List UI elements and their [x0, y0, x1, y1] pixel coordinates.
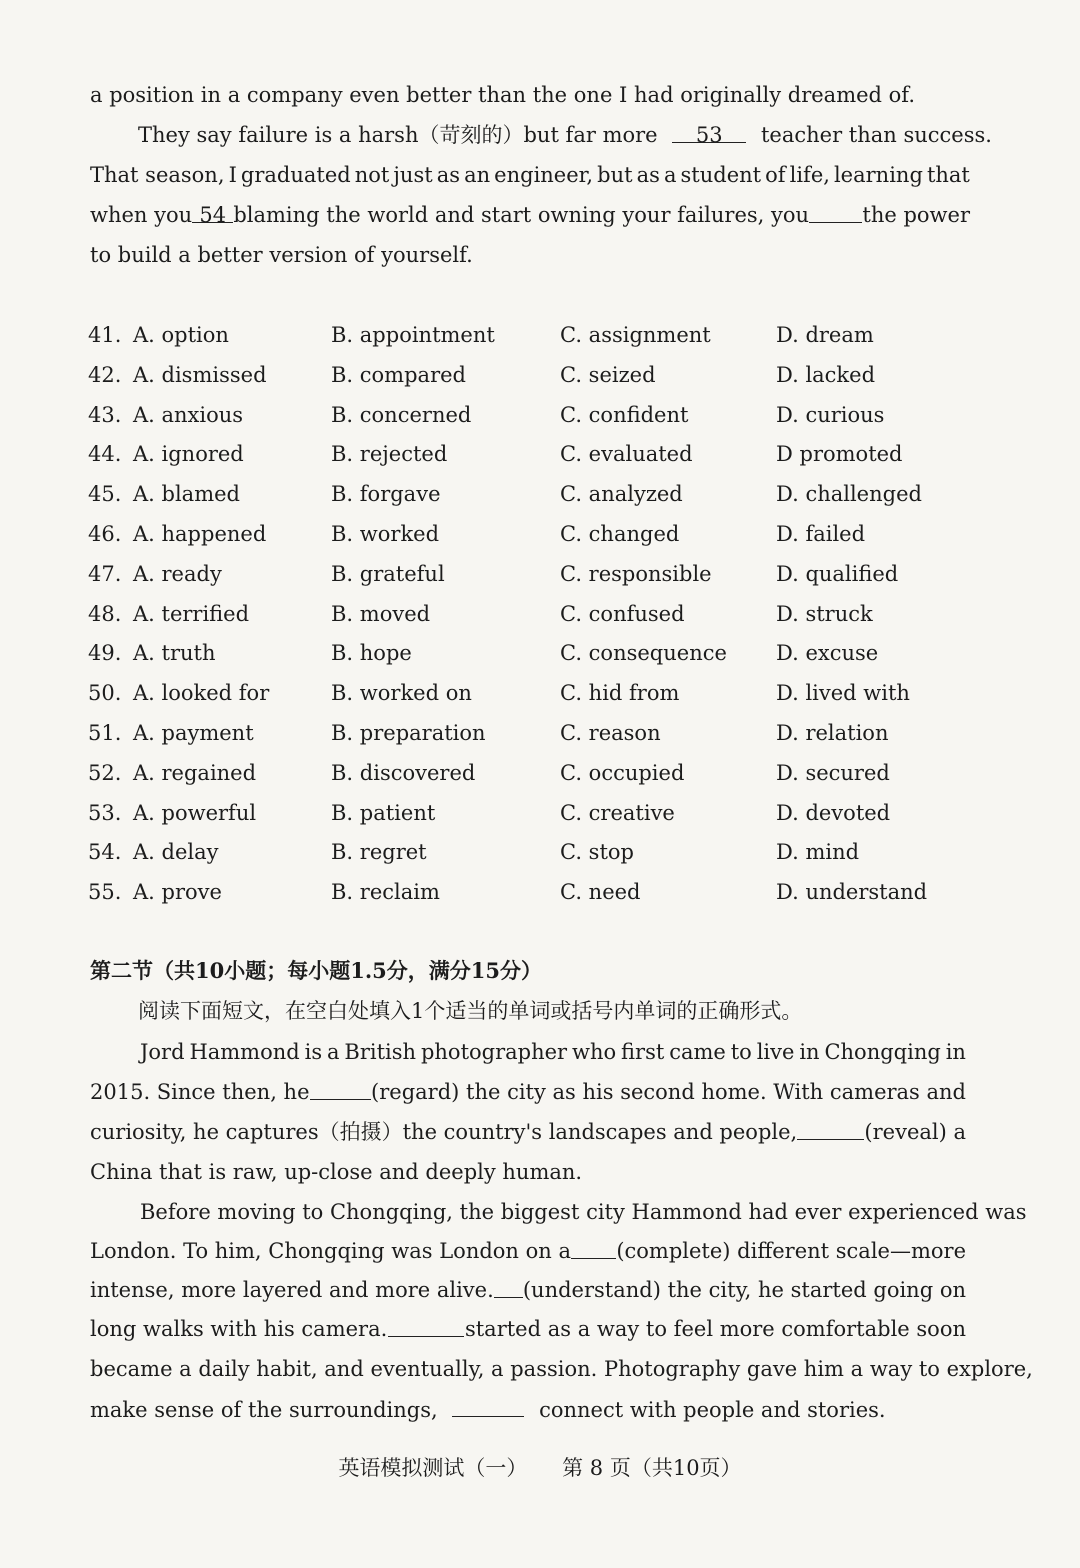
word: who — [572, 1040, 617, 1064]
word: live — [756, 1040, 795, 1064]
blank-58[interactable] — [571, 1236, 616, 1259]
question-number: 54. — [88, 840, 122, 865]
passage-line-3 — [90, 160, 970, 190]
word: Hammond — [189, 1040, 300, 1064]
footer-page-number: 第 8 页（共10页） — [562, 1456, 742, 1480]
passage-line-4: when you 54 blaming the world and start owning your failures, you the power — [90, 200, 970, 230]
option-a[interactable]: A. prove — [133, 880, 222, 905]
footer-subject: 英语模拟测试（一） — [338, 1456, 528, 1480]
word: That season, — [90, 163, 225, 187]
question-number: 55. — [88, 880, 122, 905]
option-a[interactable]: A. ready — [133, 561, 222, 586]
option-b[interactable]: B. concerned — [331, 402, 472, 427]
option-d[interactable]: D. lacked — [776, 362, 876, 387]
question-row — [88, 400, 1028, 430]
option-b[interactable]: B. worked on — [331, 681, 472, 706]
s2-p1-line-2: 2015. Since then, he (regard) the city as his second home. With cameras and — [90, 1077, 966, 1107]
option-a[interactable]: A. delay — [133, 840, 219, 865]
question-number: 53. — [88, 800, 122, 825]
option-a[interactable]: A. dismissed — [133, 362, 267, 387]
option-b[interactable]: B. reclaim — [331, 880, 440, 905]
s2-p1-line-3: curiosity, he captures（拍摄）the country's landscapes and people, (reveal) a — [90, 1117, 966, 1147]
blank-55[interactable] — [809, 200, 862, 223]
option-c[interactable]: C. consequence — [560, 641, 727, 666]
question-number: 47. — [88, 561, 122, 586]
question-number: 42. — [88, 362, 122, 387]
word: an — [464, 163, 491, 187]
question-row — [88, 837, 1028, 867]
question-number: 52. — [88, 760, 122, 785]
s2-p1-line-1 — [140, 1037, 966, 1067]
question-number: 41. — [88, 323, 122, 347]
word: Chongqing — [824, 1040, 941, 1064]
question-number: 51. — [88, 721, 122, 745]
option-b[interactable]: B. regret — [331, 840, 427, 865]
option-d[interactable]: D. curious — [776, 402, 885, 427]
option-a[interactable]: A. regained — [133, 760, 257, 785]
option-c[interactable]: C. analyzed — [560, 482, 683, 507]
word: photographer — [420, 1040, 568, 1064]
option-d[interactable]: D. lived with — [776, 681, 910, 706]
word: just — [393, 163, 433, 187]
option-a[interactable]: A. payment — [133, 721, 254, 745]
question-number: 48. — [88, 601, 122, 626]
word: is — [304, 1040, 323, 1064]
option-c[interactable]: C. confused — [560, 601, 685, 626]
option-c[interactable]: C. occupied — [560, 760, 685, 785]
option-c[interactable]: C. changed — [560, 522, 680, 546]
word: a — [327, 1040, 340, 1064]
option-b[interactable]: B. forgave — [331, 482, 441, 507]
option-c[interactable]: C. evaluated — [560, 442, 693, 467]
option-a[interactable]: A. anxious — [133, 402, 244, 427]
word: graduated — [240, 163, 351, 187]
word: not — [354, 163, 390, 187]
question-row — [88, 559, 1028, 589]
blank-59[interactable] — [494, 1275, 523, 1298]
word: engineer, — [494, 163, 594, 187]
option-a[interactable]: A. powerful — [133, 800, 257, 825]
option-d[interactable]: D. challenged — [776, 482, 922, 507]
question-row — [88, 320, 1028, 350]
question-row — [88, 877, 1028, 907]
s2-p1-line-4: China that is raw, up-close and deeply human. — [90, 1160, 583, 1184]
passage-line-1: a position in a company even better than the one I had originally dreamed of. — [90, 83, 915, 107]
option-a[interactable]: A. option — [133, 323, 229, 347]
option-b[interactable]: B. discovered — [331, 760, 476, 785]
word: life, — [789, 163, 830, 187]
option-c[interactable]: C. confident — [560, 402, 689, 427]
option-b[interactable]: B. patient — [331, 800, 436, 825]
question-row — [88, 758, 1028, 788]
option-b[interactable]: B. hope — [331, 641, 412, 666]
blank-57[interactable] — [797, 1117, 864, 1140]
section-instruction: 阅读下面短文，在空白处填入1个适当的单词或括号内单词的正确形式。 — [138, 999, 803, 1023]
option-a[interactable]: A. ignored — [133, 442, 244, 467]
section-heading: 第二节（共10小题；每小题1.5分，满分15分） — [90, 958, 542, 983]
word: that — [926, 163, 970, 187]
option-d[interactable]: D. understand — [776, 880, 928, 905]
word: came — [669, 1040, 726, 1064]
option-c[interactable]: C. stop — [560, 840, 634, 865]
option-b[interactable]: B. grateful — [331, 561, 445, 586]
s2-p2-line-4: long walks with his camera. started as a way to feel more comfortable soon — [90, 1314, 966, 1344]
s2-p2-line-6: make sense of the surroundings, connect with people and stories. — [90, 1394, 886, 1425]
option-c[interactable]: C. need — [560, 880, 641, 905]
question-number: 45. — [88, 482, 122, 507]
option-b[interactable]: B. compared — [331, 362, 466, 387]
question-row — [88, 798, 1028, 828]
option-d[interactable]: D. dream — [776, 323, 874, 347]
question-row — [88, 638, 1028, 668]
word: in — [799, 1040, 820, 1064]
word: of — [765, 163, 786, 187]
option-a[interactable]: A. terrified — [133, 601, 250, 626]
blank-54[interactable]: 54 — [192, 200, 233, 223]
question-row — [88, 599, 1028, 629]
question-row — [88, 360, 1028, 390]
option-c[interactable]: C. assignment — [560, 323, 711, 347]
option-d[interactable]: D. struck — [776, 601, 873, 626]
question-number: 44. — [88, 442, 122, 467]
blank-56[interactable] — [310, 1077, 372, 1100]
word: in — [945, 1040, 966, 1064]
question-row — [88, 718, 1028, 748]
option-b[interactable]: B. rejected — [331, 442, 448, 467]
s2-p2-line-5: became a daily habit, and eventually, a passion. Photography gave him a way to explore, — [90, 1357, 1033, 1381]
option-c[interactable]: C. hid from — [560, 681, 680, 706]
option-d[interactable]: D promoted — [776, 442, 903, 467]
word: first — [621, 1040, 665, 1064]
option-a[interactable]: A. looked for — [133, 681, 270, 706]
s2-p2-line-2: London. To him, Chongqing was London on a (complete) different scale—more — [90, 1236, 966, 1266]
passage-line-2: They say failure is a harsh（苛刻的）but far more 53 teacher than success. — [138, 120, 992, 150]
question-row — [88, 439, 1028, 469]
option-c[interactable]: C. seized — [560, 362, 656, 387]
blank-60[interactable] — [388, 1314, 464, 1337]
word: learning — [833, 163, 923, 187]
blank-53[interactable]: 53 — [672, 120, 746, 143]
word: British — [344, 1040, 417, 1064]
option-b[interactable]: B. worked — [331, 522, 440, 546]
option-d[interactable]: D. devoted — [776, 800, 891, 825]
question-row — [88, 678, 1028, 708]
option-d[interactable]: D. failed — [776, 522, 866, 546]
page-footer — [0, 1452, 1080, 1482]
word: to — [730, 1040, 752, 1064]
option-c[interactable]: C. responsible — [560, 561, 712, 586]
option-b[interactable]: B. preparation — [331, 721, 486, 745]
question-row — [88, 479, 1028, 509]
option-c[interactable]: C. reason — [560, 721, 661, 745]
question-number: 50. — [88, 681, 122, 706]
question-number: 43. — [88, 402, 122, 427]
option-a[interactable]: A. blamed — [133, 482, 240, 507]
word: a — [663, 163, 677, 187]
s2-p2-line-1: Before moving to Chongqing, the biggest city Hammond had ever experienced was — [140, 1200, 1027, 1224]
question-number: 46. — [88, 522, 122, 546]
option-d[interactable]: D. mind — [776, 840, 860, 865]
option-a[interactable]: A. happened — [133, 522, 267, 546]
word: I — [228, 163, 237, 187]
word: Jord — [140, 1040, 185, 1064]
word: but — [597, 163, 633, 187]
question-number: 49. — [88, 641, 122, 666]
option-b[interactable]: B. appointment — [331, 323, 495, 347]
option-d[interactable]: D. relation — [776, 721, 889, 745]
option-b[interactable]: B. moved — [331, 601, 431, 626]
passage-line-5: to build a better version of yourself. — [90, 243, 473, 267]
word: as — [436, 163, 461, 187]
option-d[interactable]: D. qualified — [776, 561, 899, 586]
option-d[interactable]: D. excuse — [776, 641, 879, 666]
blank-61[interactable] — [452, 1394, 524, 1417]
option-d[interactable]: D. secured — [776, 760, 890, 785]
question-row — [88, 519, 1028, 549]
option-a[interactable]: A. truth — [133, 641, 216, 666]
s2-p2-line-3: intense, more layered and more alive. (understand) the city, he started going on — [90, 1275, 966, 1305]
option-c[interactable]: C. creative — [560, 800, 675, 825]
word: student — [680, 163, 762, 187]
word: as — [636, 163, 660, 187]
